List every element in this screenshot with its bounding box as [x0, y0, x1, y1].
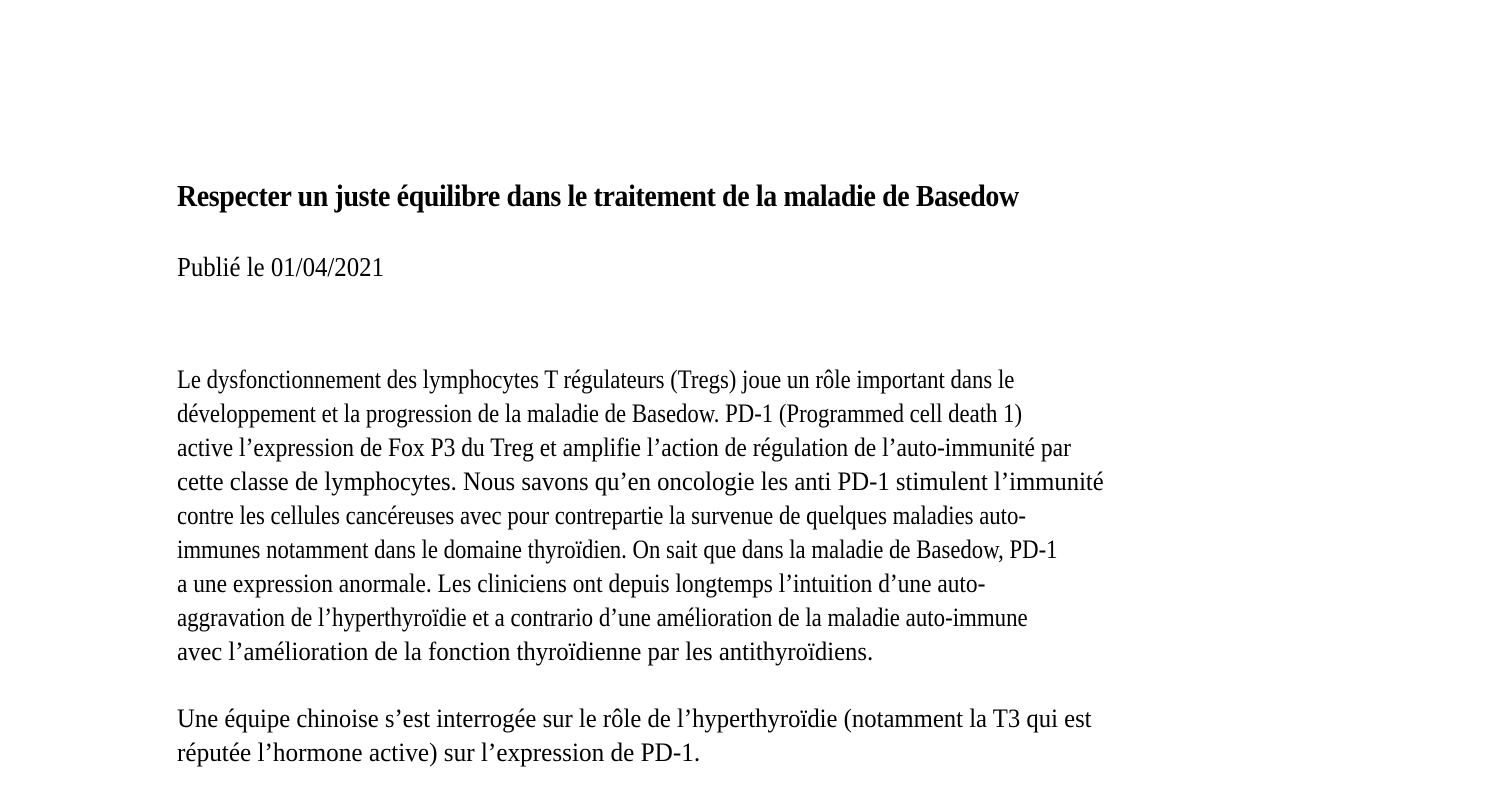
- paragraph-line: réputée l’hormone active) sur l’expression de PD-1.: [177, 738, 701, 767]
- paragraph-line: Le dysfonctionnement des lymphocytes T régulateurs (Tregs) joue un rôle important dans le: [177, 365, 1015, 394]
- paragraph-line: aggravation de l’hyperthyroïdie et a contrario d’une amélioration de la maladie auto-immune: [177, 603, 1028, 632]
- paragraph-line: active l’expression de Fox P3 du Treg et amplifie l’action de régulation de l’auto-immunité par: [177, 433, 1071, 462]
- paragraph-1: [177, 363, 1183, 669]
- paragraph-line: Une équipe chinoise s’est interrogée sur le rôle de l’hyperthyroïdie (notamment la T3 qui est: [177, 704, 1092, 733]
- paragraph-2: [177, 702, 1140, 770]
- paragraph-line: cette classe de lymphocytes. Nous savons qu’en oncologie les anti PD-1 stimulent l’immunité: [177, 467, 1104, 496]
- paragraph-line: immunes notamment dans le domaine thyroïdien. On sait que dans la maladie de Basedow, PD-1: [177, 535, 1058, 564]
- publication-date: Publié le 01/04/2021: [177, 252, 384, 282]
- paragraph-line: développement et la progression de la maladie de Basedow. PD-1 (Programmed cell death 1): [177, 399, 1023, 428]
- paragraph-line: a une expression anormale. Les cliniciens ont depuis longtemps l’intuition d’une auto-: [177, 569, 986, 598]
- paragraph-line: contre les cellules cancéreuses avec pour contrepartie la survenue de quelques maladies auto-: [177, 501, 1026, 530]
- paragraph-line: avec l’amélioration de la fonction thyroïdienne par les antithyroïdiens.: [177, 637, 874, 666]
- article-title: Respecter un juste équilibre dans le traitement de la maladie de Basedow: [177, 178, 1019, 213]
